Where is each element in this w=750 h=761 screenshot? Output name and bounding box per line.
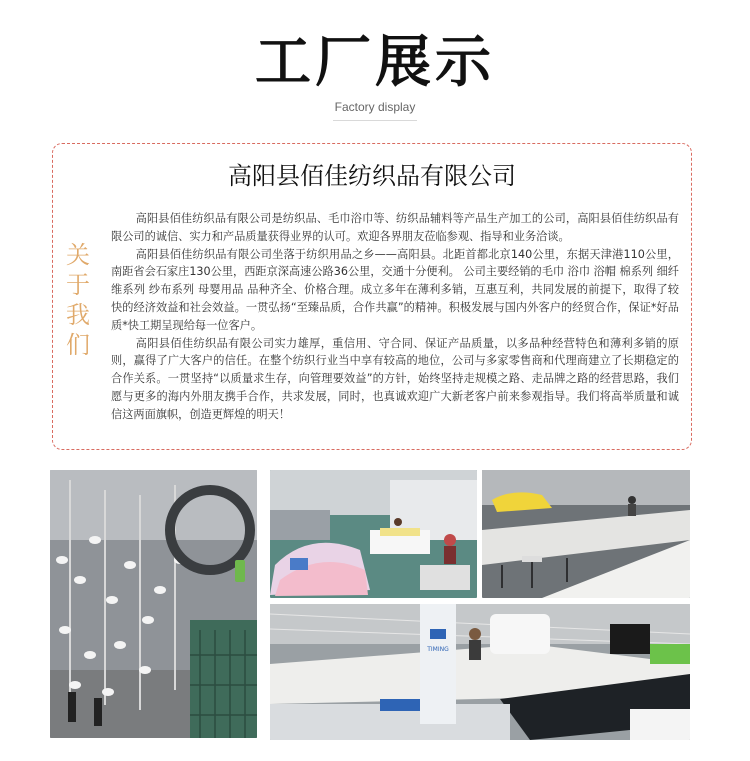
factory-photo-knitting: [50, 470, 257, 738]
about-text: [111, 210, 679, 424]
about-section: [52, 143, 692, 450]
about-label-char: 们: [66, 331, 90, 359]
about-paragraph: 高阳县佰佳纺织品有限公司坐落于纺织用品之乡——高阳县。北距首都北京140公里，东据天津港110公里，南距省会石家庄130公里，西距京深高速公路36公里，交通十分便利。 公司主要经销的毛巾 浴巾 浴帽 棉系列 细纤维系列 纱布系列 母婴用品 品种齐全、价格合理。成立多年在薄利多销，互惠互利，共同发展的前提下，取得了较快的经济效益和社会效益。一贯弘扬“至臻品质，合作共赢”的精神。积极发展与国内外客户的经贸合作，保证*好品质*快工期呈现给每一位客户。: [111, 247, 679, 332]
factory-photo-cutting-machine: [270, 604, 690, 740]
factory-photo-workshop: [270, 470, 477, 598]
about-label-char: 我: [66, 301, 90, 329]
subtitle-divider: [333, 120, 417, 121]
machine-brand-label: TIMING: [427, 646, 449, 653]
about-label-char: 关: [66, 241, 90, 269]
about-paragraph: 高阳县佰佳纺织品有限公司是纺织品、毛巾浴巾等、纺织品辅料等产品生产加工的公司，高阳县佰佳纺织品有限公司的诚信、实力和产品质量获得业界的认可。欢迎各界朋友莅临参观、指导和业务洽谈。: [111, 212, 679, 243]
about-paragraph: 高阳县佰佳纺织品有限公司实力雄厚，重信用、守合同、保证产品质量，以多品种经营特色和薄利多销的原则，赢得了广大客户的信任。在整个纺织行业当中享有较高的地位，公司与多家零售商和代理商建立了长期稳定的合作关系。一贯坚持“以质量求生存，向管理要效益”的方针，始终坚持走规模之路、走品牌之路的经营思路，我们愿与更多的海内外朋友携手合作，共求发展，同时，也真诚欢迎广大新老客户前来参观指导。我们将高举质量和诚信这两面旗帜，创造更辉煌的明天！: [111, 336, 679, 421]
page-subtitle: Factory display: [334, 100, 416, 114]
about-us-label: [63, 240, 93, 360]
page-title: 工厂展示: [255, 30, 495, 95]
factory-photo-cutting-tables: [482, 470, 690, 598]
company-name: 高阳县佰佳纺织品有限公司: [228, 162, 516, 190]
about-label-char: 于: [66, 271, 90, 299]
